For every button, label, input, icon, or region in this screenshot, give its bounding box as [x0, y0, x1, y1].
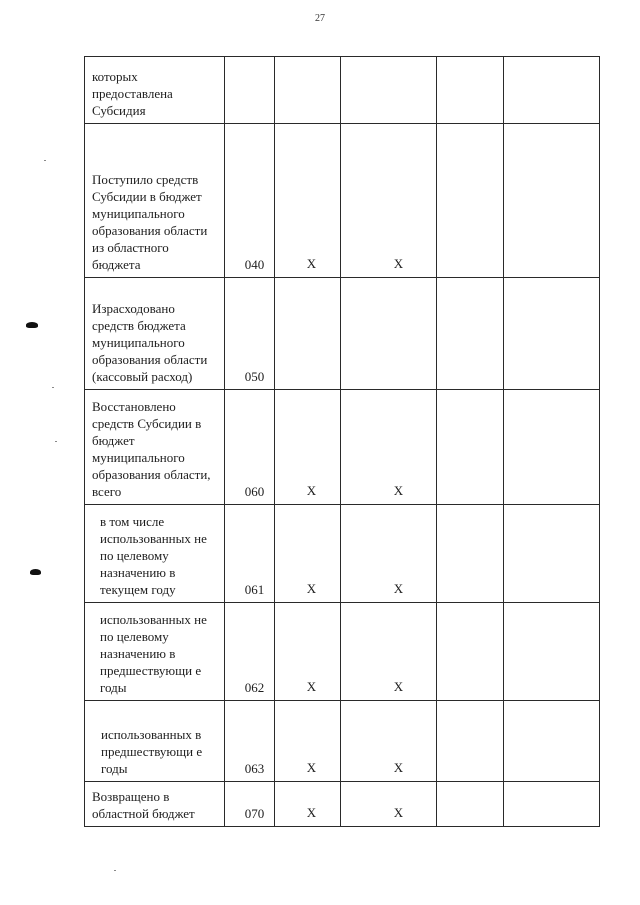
row-mark-col2: X [275, 505, 341, 603]
empty-cell [437, 390, 504, 505]
empty-cell [504, 278, 600, 390]
table-row [85, 57, 600, 124]
empty-cell [504, 603, 600, 701]
scan-dot [114, 870, 116, 871]
empty-cell [437, 782, 504, 827]
table-row [85, 390, 600, 505]
empty-cell [437, 505, 504, 603]
empty-cell [437, 278, 504, 390]
empty-cell [437, 701, 504, 782]
empty-cell [504, 505, 600, 603]
row-mark-col3: X [341, 390, 437, 505]
row-label: Восстановлено средств Субсидии в бюджет муниципального образования области, всего [85, 390, 225, 505]
row-label: использованных в предшествующи е годы [85, 701, 225, 782]
empty-cell [504, 782, 600, 827]
row-code: 063 [225, 701, 275, 782]
table-row [85, 782, 600, 827]
row-label: использованных не по целевому назначению в предшествующи е годы [85, 603, 225, 701]
row-mark-col2: X [275, 603, 341, 701]
table-row [85, 124, 600, 278]
row-mark-col3: X [341, 124, 437, 278]
row-mark-col3: X [341, 505, 437, 603]
row-label: которых предоставлена Субсидия [85, 57, 225, 124]
row-mark-col2: X [275, 701, 341, 782]
row-mark-col3: X [341, 701, 437, 782]
row-mark-col2: X [275, 124, 341, 278]
row-code: 060 [225, 390, 275, 505]
empty-cell [504, 390, 600, 505]
row-label: Поступило средств Субсидии в бюджет муниципального образования области из областного бюджета [85, 124, 225, 278]
row-code [225, 57, 275, 124]
row-mark-col2: X [275, 782, 341, 827]
row-code: 040 [225, 124, 275, 278]
table-row [85, 505, 600, 603]
row-mark-col2 [275, 57, 341, 124]
scan-dot [52, 387, 54, 388]
empty-cell [437, 603, 504, 701]
row-code: 061 [225, 505, 275, 603]
row-mark-col2 [275, 278, 341, 390]
row-label: Возвращено в областной бюджет [85, 782, 225, 827]
empty-cell [504, 124, 600, 278]
table-row [85, 278, 600, 390]
empty-cell [437, 124, 504, 278]
row-mark-col3 [341, 278, 437, 390]
row-mark-col2: X [275, 390, 341, 505]
scan-dot [44, 160, 46, 161]
scan-speck [26, 322, 38, 328]
row-code: 050 [225, 278, 275, 390]
row-mark-col3: X [341, 782, 437, 827]
page-number: 27 [315, 13, 325, 24]
empty-cell [437, 57, 504, 124]
row-mark-col3: X [341, 603, 437, 701]
row-mark-col3 [341, 57, 437, 124]
table-row [85, 603, 600, 701]
row-label: Израсходовано средств бюджета муниципального образования области (кассовый расход) [85, 278, 225, 390]
row-code: 070 [225, 782, 275, 827]
subsidy-report-table [84, 56, 600, 827]
scan-speck [30, 569, 41, 575]
empty-cell [504, 701, 600, 782]
table-row [85, 701, 600, 782]
row-label: в том числе использованных не по целевому назначению в текущем году [85, 505, 225, 603]
scan-dot [55, 441, 57, 442]
empty-cell [504, 57, 600, 124]
row-code: 062 [225, 603, 275, 701]
